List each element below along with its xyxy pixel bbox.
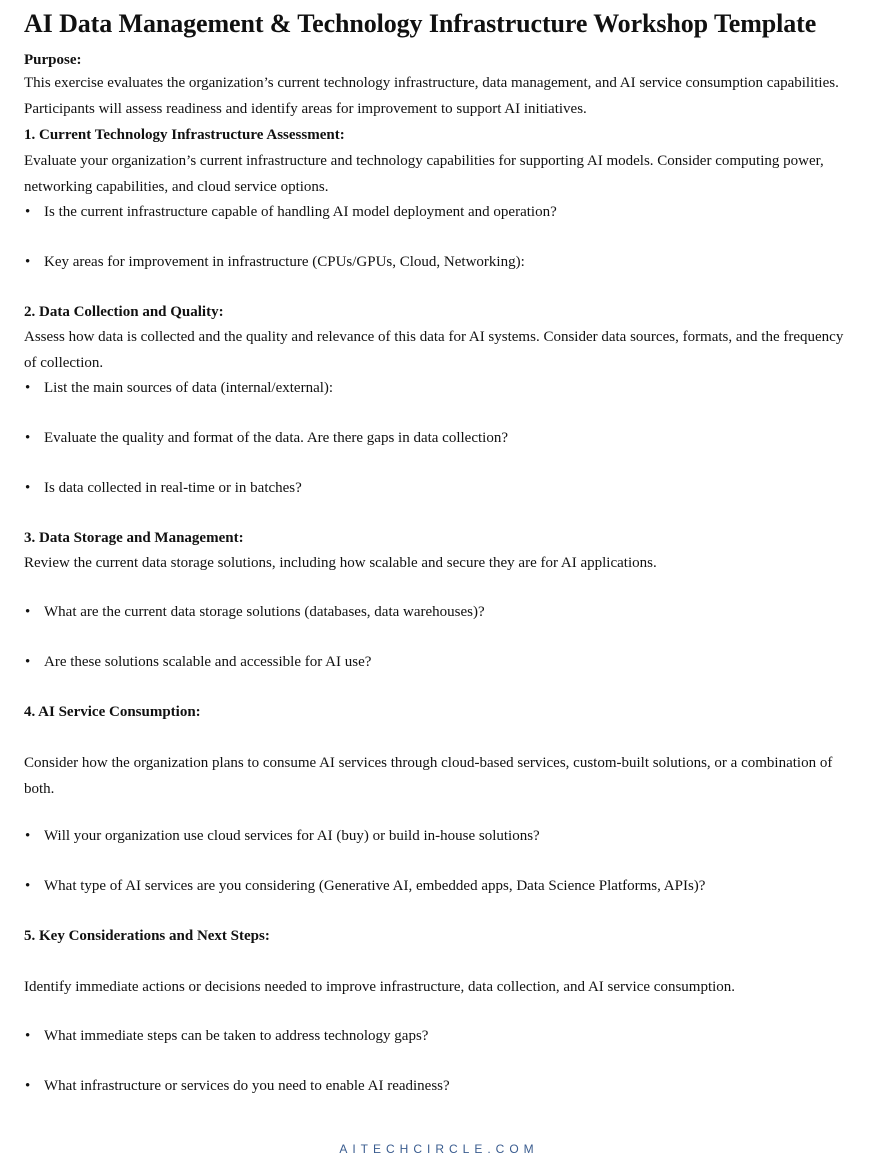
bullet-icon: • bbox=[25, 254, 31, 270]
section-heading: 4. AI Service Consumption: bbox=[24, 704, 201, 720]
question-item bbox=[24, 200, 854, 224]
footer-website: AITECHCIRCLE.COM bbox=[339, 1142, 539, 1156]
bullet-icon: • bbox=[25, 654, 31, 670]
question-text: What immediate steps can be taken to address technology gaps? bbox=[44, 1028, 429, 1044]
section-description: Consider how the organization plans to consume AI services through cloud-based services, custom-built solutions, or a combination of both. bbox=[24, 755, 833, 797]
bullet-icon: • bbox=[25, 380, 31, 396]
document-page bbox=[24, 8, 854, 1156]
bullet-icon: • bbox=[25, 204, 31, 220]
bullet-icon: • bbox=[25, 604, 31, 620]
question-item bbox=[24, 376, 854, 400]
bullet-icon: • bbox=[25, 430, 31, 446]
question-item bbox=[24, 476, 854, 500]
bullet-icon: • bbox=[25, 1028, 31, 1044]
question-item bbox=[24, 250, 854, 274]
section-description: Assess how data is collected and the quality and relevance of this data for AI systems. Consider data sources, formats, and the frequency of collection. bbox=[24, 329, 844, 371]
purpose-label: Purpose: bbox=[24, 52, 82, 68]
question-item bbox=[24, 824, 854, 848]
page-title: AI Data Management & Technology Infrastructure Workshop Template bbox=[24, 9, 817, 38]
purpose-text: This exercise evaluates the organization’s current technology infrastructure, data management, and AI service consumption capabilities. Participants will assess readiness and identify areas for improvement to support AI initiatives. bbox=[24, 75, 839, 117]
section-heading: 2. Data Collection and Quality: bbox=[24, 304, 224, 320]
question-text: What are the current data storage solutions (databases, data warehouses)? bbox=[44, 604, 485, 620]
question-text: List the main sources of data (internal/external): bbox=[44, 380, 334, 396]
question-item bbox=[24, 874, 854, 898]
section-heading: 3. Data Storage and Management: bbox=[24, 530, 244, 546]
section-2 bbox=[24, 300, 854, 500]
section-description: Identify immediate actions or decisions needed to improve infrastructure, data collection, and AI service consumption. bbox=[24, 979, 736, 995]
section-description: Evaluate your organization’s current infrastructure and technology capabilities for supporting AI models. Consider computing power, networking capabilities, and cloud service options. bbox=[24, 153, 824, 195]
section-heading: 1. Current Technology Infrastructure Assessment: bbox=[24, 127, 345, 143]
bullet-icon: • bbox=[25, 828, 31, 844]
question-item bbox=[24, 426, 854, 450]
question-text: Will your organization use cloud services for AI (buy) or build in-house solutions? bbox=[44, 828, 540, 844]
section-heading: 5. Key Considerations and Next Steps: bbox=[24, 928, 270, 944]
question-item bbox=[24, 650, 854, 674]
section-4 bbox=[24, 700, 854, 898]
question-text: What type of AI services are you considering (Generative AI, embedded apps, Data Science Platforms, APIs)? bbox=[44, 878, 706, 894]
question-text: Are these solutions scalable and accessible for AI use? bbox=[44, 654, 372, 670]
section-3 bbox=[24, 526, 854, 674]
question-text: Key areas for improvement in infrastructure (CPUs/GPUs, Cloud, Networking): bbox=[44, 254, 525, 270]
question-text: What infrastructure or services do you need to enable AI readiness? bbox=[44, 1078, 450, 1094]
section-description: Review the current data storage solutions, including how scalable and secure they are for AI applications. bbox=[24, 555, 657, 571]
section-1 bbox=[24, 122, 854, 274]
bullet-icon: • bbox=[25, 878, 31, 894]
question-item bbox=[24, 1024, 854, 1048]
question-item bbox=[24, 600, 854, 624]
question-text: Evaluate the quality and format of the data. Are there gaps in data collection? bbox=[44, 430, 508, 446]
section-5 bbox=[24, 924, 854, 1098]
question-item bbox=[24, 1074, 854, 1098]
bullet-icon: • bbox=[25, 480, 31, 496]
bullet-icon: • bbox=[25, 1078, 31, 1094]
question-text: Is the current infrastructure capable of handling AI model deployment and operation? bbox=[44, 204, 557, 220]
question-text: Is data collected in real-time or in batches? bbox=[44, 480, 302, 496]
